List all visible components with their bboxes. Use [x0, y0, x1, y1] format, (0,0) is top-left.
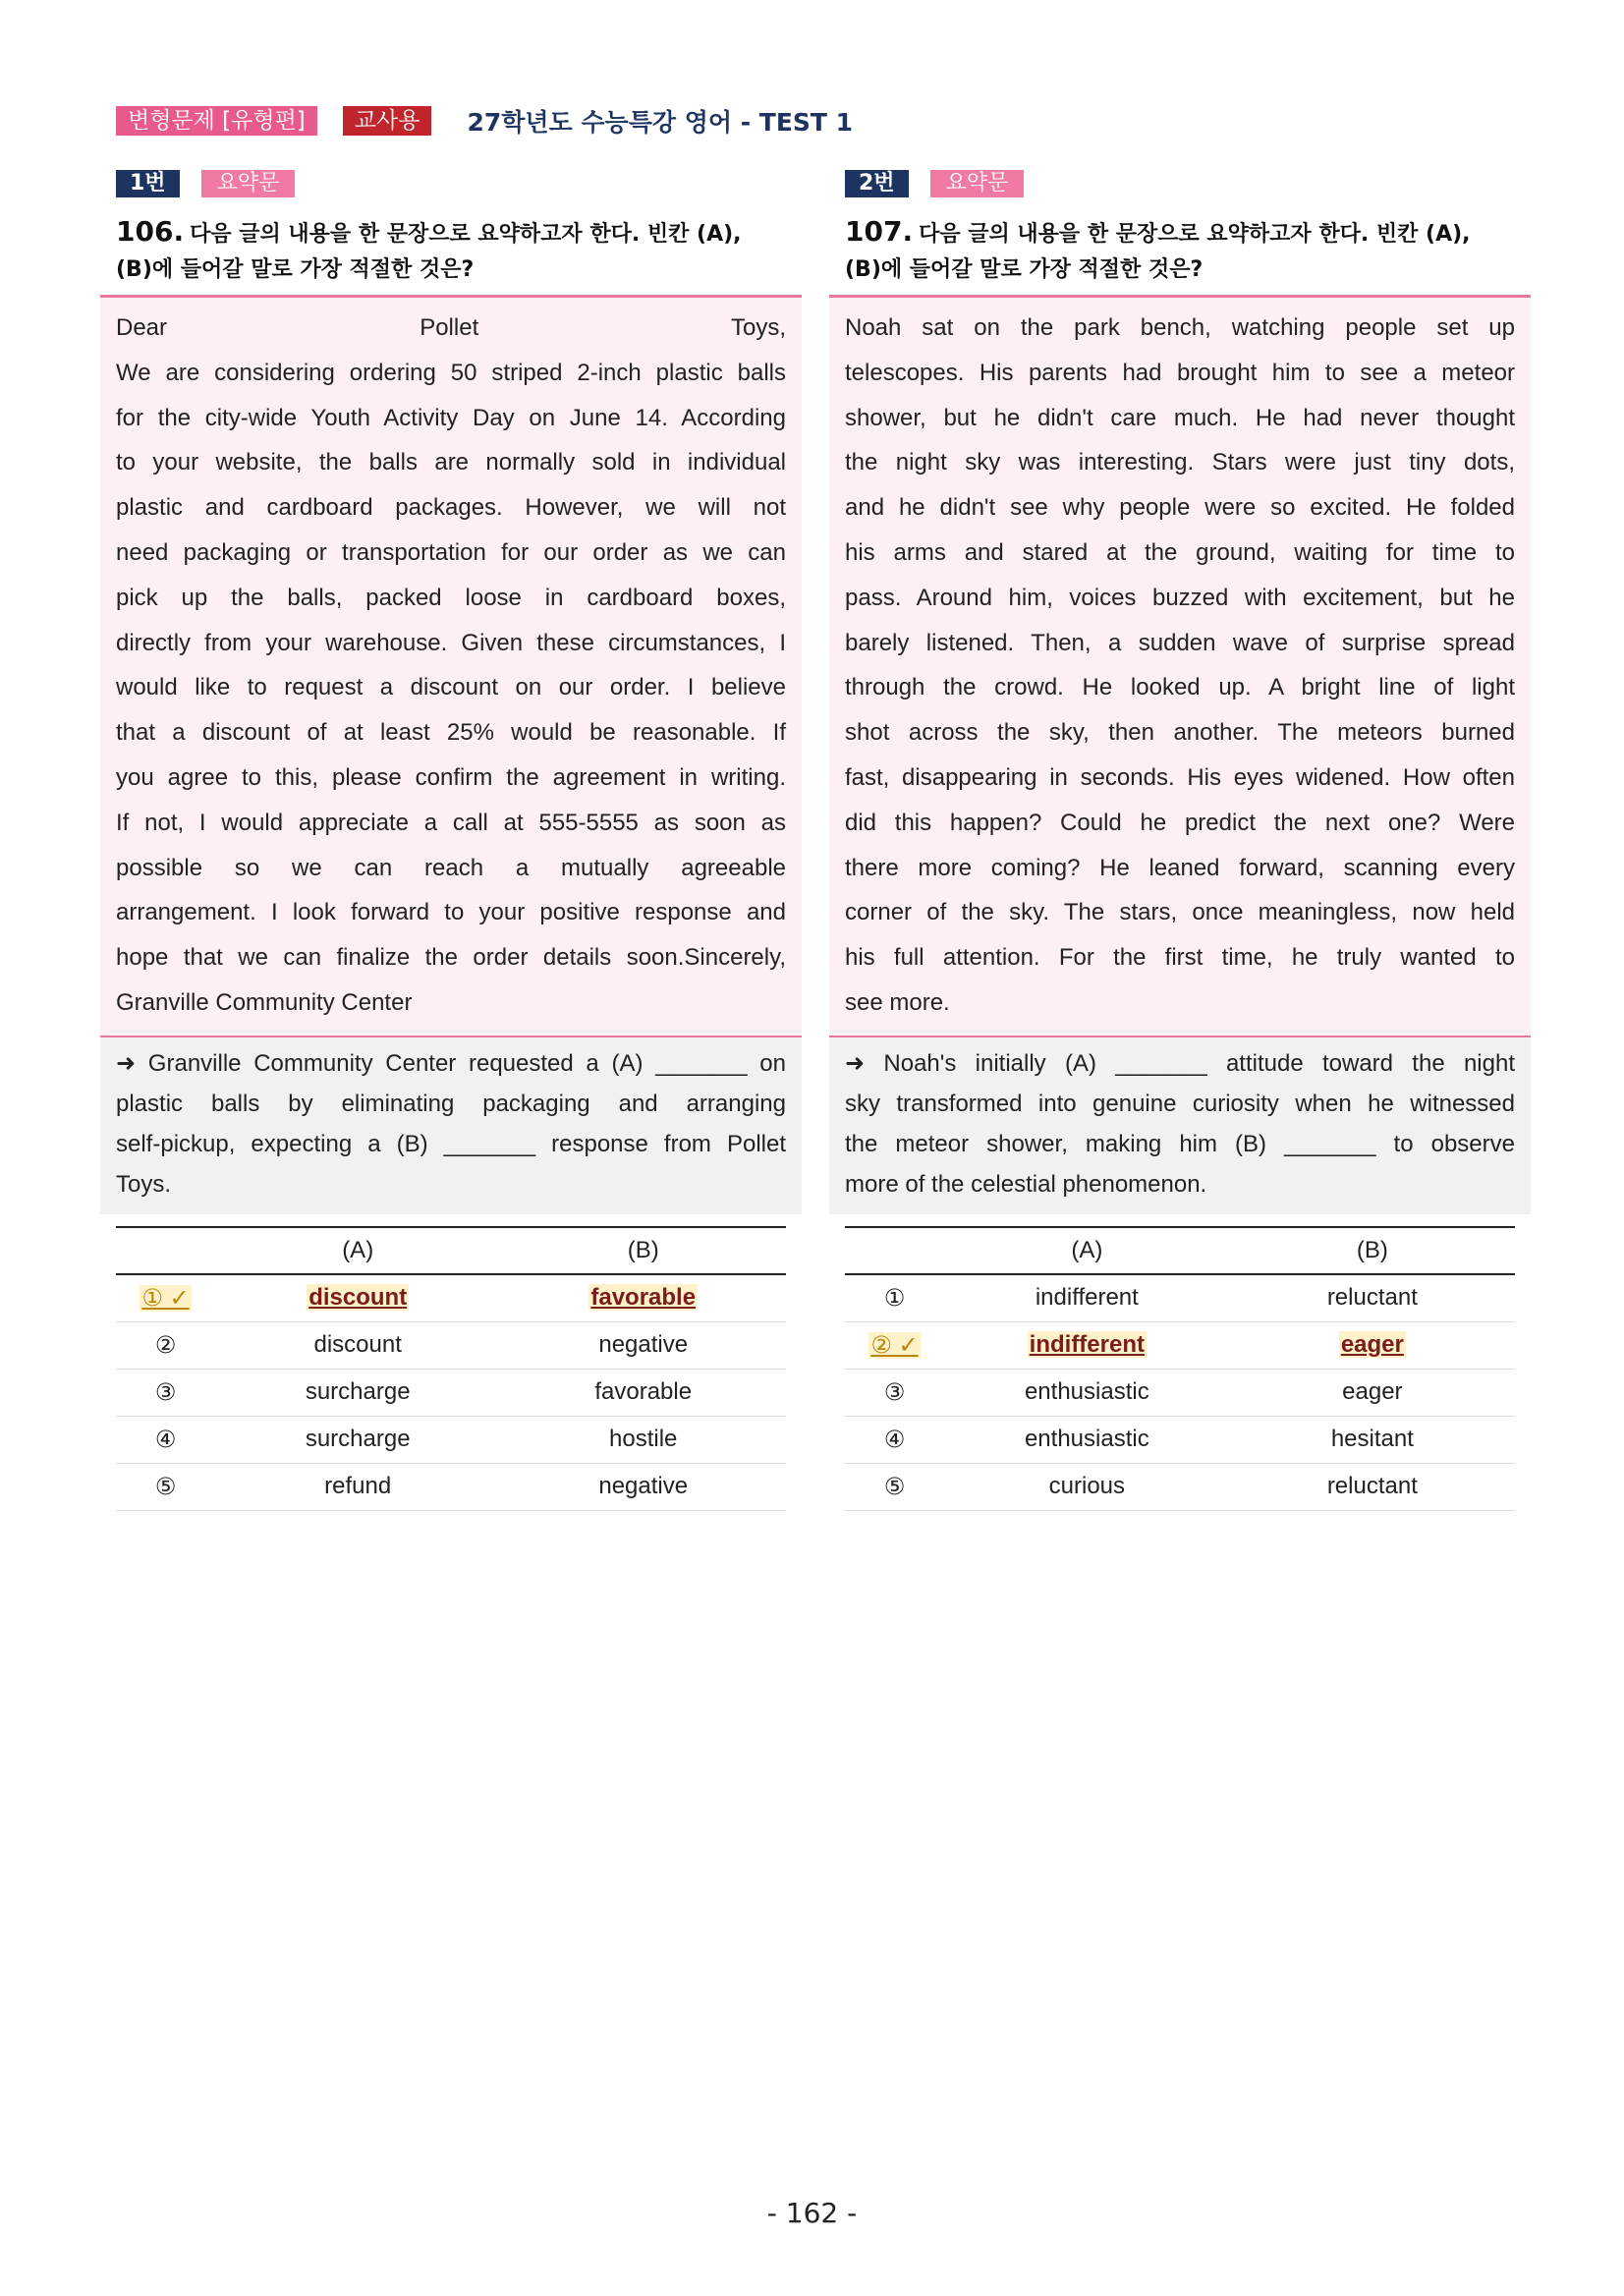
- passage-line: telescopes. His parents had brought him to see a meteor: [845, 359, 1515, 386]
- option-b-cell: [1230, 1369, 1515, 1416]
- passage-line: Granville Community Center: [116, 988, 413, 1016]
- question-type-badge: 요약문: [930, 170, 1025, 197]
- question-number-badge: 2번: [845, 170, 909, 197]
- option-b-cell: [1230, 1321, 1515, 1369]
- option-a-cell: [215, 1274, 500, 1322]
- instruction-line-1: 다음 글의 내용을 한 문장으로 요약하고자 한다. 빈칸 (A),: [190, 222, 742, 247]
- option-mark: ③: [154, 1378, 177, 1406]
- summary-box: [100, 1037, 802, 1214]
- option-number-cell: [845, 1274, 944, 1322]
- option-a-text: discount: [308, 1284, 408, 1312]
- option-row[interactable]: [116, 1463, 786, 1510]
- option-b-text: favorable: [590, 1284, 697, 1312]
- option-number-header: [116, 1227, 215, 1274]
- correct-answer-mark: ② ✓: [870, 1331, 919, 1359]
- option-mark: ②: [154, 1331, 177, 1359]
- option-a-cell: [215, 1463, 500, 1510]
- option-b-text: eager: [1342, 1378, 1403, 1406]
- option-number-cell: [116, 1416, 215, 1463]
- option-b-text: reluctant: [1326, 1284, 1418, 1312]
- option-number-cell: [116, 1463, 215, 1510]
- summary-line: Toys.: [116, 1170, 172, 1198]
- option-number-header: [845, 1227, 944, 1274]
- variant-tag: 변형문제 [유형편]: [116, 106, 317, 136]
- option-b-text: negative: [598, 1473, 689, 1500]
- option-number-cell: [116, 1274, 215, 1322]
- option-row[interactable]: [845, 1416, 1515, 1463]
- option-number-cell: [116, 1369, 215, 1416]
- option-b-cell: [500, 1321, 786, 1369]
- option-number-cell: [845, 1369, 944, 1416]
- option-a-cell: [944, 1274, 1230, 1322]
- option-b-text: negative: [598, 1331, 689, 1359]
- option-row[interactable]: [116, 1321, 786, 1369]
- passage-line: barely listened. Then, a sudden wave of surprise spread: [845, 629, 1515, 656]
- passage-line: the night sky was interesting. Stars were just tiny dots,: [845, 449, 1515, 476]
- question-instruction: [116, 214, 786, 288]
- passage-line: need packaging or transportation for our order as we can: [116, 538, 786, 566]
- passage-line: corner of the sky. The stars, once meaningless, now held: [845, 899, 1515, 926]
- passage-line: and he didn't see why people were so excited. He folded: [845, 494, 1515, 522]
- option-a-cell: [944, 1369, 1230, 1416]
- passage-line: fast, disappearing in seconds. His eyes widened. How often: [845, 763, 1515, 791]
- page-header: [116, 104, 853, 138]
- question-type-badge: 요약문: [201, 170, 296, 197]
- passage-line: see more.: [845, 988, 950, 1016]
- option-a-cell: [944, 1321, 1230, 1369]
- option-b-cell: [500, 1463, 786, 1510]
- options-header-row: [116, 1227, 786, 1274]
- option-mark: ③: [883, 1378, 906, 1406]
- instruction-line-1: 다음 글의 내용을 한 문장으로 요약하고자 한다. 빈칸 (A),: [919, 222, 1471, 247]
- option-row[interactable]: [845, 1274, 1515, 1322]
- passage-line: hope that we can finalize the order details soon.Sincerely,: [116, 944, 786, 972]
- passage-line: pick up the balls, packed loose in cardboard boxes,: [116, 584, 786, 611]
- option-number-cell: [845, 1416, 944, 1463]
- passage-line: If not, I would appreciate a call at 555-5555 as soon as: [116, 809, 786, 836]
- option-b-cell: [1230, 1274, 1515, 1322]
- option-b-text: hesitant: [1330, 1426, 1414, 1453]
- header-title: 27학년도 수능특강 영어 - TEST 1: [467, 108, 854, 137]
- option-b-text: hostile: [609, 1426, 678, 1453]
- passage-line: would like to request a discount on our order. I believe: [116, 674, 786, 701]
- passage-line: for the city-wide Youth Activity Day on June 14. According: [116, 404, 786, 431]
- column-a-header: (A): [944, 1227, 1230, 1274]
- option-a-text: indifferent: [1029, 1331, 1145, 1359]
- option-number-cell: [116, 1321, 215, 1369]
- option-a-text: refund: [324, 1473, 392, 1500]
- column-b-header: (B): [1230, 1227, 1515, 1274]
- option-a-text: enthusiastic: [1024, 1426, 1149, 1453]
- passage-line: pass. Around him, voices buzzed with excitement, but he: [845, 584, 1515, 611]
- option-b-cell: [500, 1274, 786, 1322]
- option-row[interactable]: [116, 1274, 786, 1322]
- question-column-2: [845, 169, 1515, 1500]
- correct-answer-mark: ① ✓: [141, 1284, 190, 1312]
- answer-options-table: [116, 1226, 786, 1511]
- summary-box: [829, 1037, 1531, 1214]
- question-number-badge: 1번: [116, 170, 180, 197]
- option-number-cell: [845, 1463, 944, 1510]
- teacher-tag: 교사용: [343, 106, 432, 136]
- passage-line: to your website, the balls are normally sold in individual: [116, 449, 786, 476]
- passage-line: arrangement. I look forward to your positive response and: [116, 899, 786, 926]
- option-a-text: discount: [313, 1331, 402, 1359]
- option-b-text: favorable: [594, 1378, 693, 1406]
- passage-line: his arms and stared at the ground, waiting for time to: [845, 538, 1515, 566]
- passage-line: We are considering ordering 50 striped 2-inch plastic balls: [116, 359, 786, 386]
- passage-line: shot across the sky, then another. The meteors burned: [845, 719, 1515, 747]
- answer-options-table: [845, 1226, 1515, 1511]
- option-mark: ⑤: [883, 1473, 906, 1500]
- option-row[interactable]: [845, 1463, 1515, 1510]
- options-header-row: [845, 1227, 1515, 1274]
- summary-line: ➜ Noah's initially (A) _______ attitude toward the night: [845, 1049, 1515, 1077]
- question-column-1: [116, 169, 786, 1500]
- passage-box: [100, 295, 802, 1037]
- passage-line: did this happen? Could he predict the next one? Were: [845, 809, 1515, 836]
- question-header: [116, 169, 786, 198]
- passage-line: you agree to this, please confirm the agreement in writing.: [116, 763, 786, 791]
- option-mark: ④: [883, 1426, 906, 1453]
- option-b-cell: [500, 1416, 786, 1463]
- passage-line: through the crowd. He looked up. A bright line of light: [845, 674, 1515, 701]
- option-a-text: enthusiastic: [1024, 1378, 1149, 1406]
- passage-line: Noah sat on the park bench, watching people set up: [845, 314, 1515, 341]
- question-number: 107.: [845, 215, 914, 248]
- option-row[interactable]: [116, 1369, 786, 1416]
- option-mark: ①: [883, 1284, 906, 1312]
- option-a-text: surcharge: [305, 1426, 411, 1453]
- option-a-cell: [215, 1416, 500, 1463]
- option-b-text: reluctant: [1326, 1473, 1418, 1500]
- instruction-line-2: (B)에 들어갈 말로 가장 적절한 것은?: [845, 257, 1204, 282]
- option-number-cell: [845, 1321, 944, 1369]
- question-header: [845, 169, 1515, 198]
- passage-line: directly from your warehouse. Given these circumstances, I: [116, 629, 786, 656]
- page-number: - 162 -: [766, 2197, 858, 2229]
- summary-line: sky transformed into genuine curiosity when he witnessed: [845, 1090, 1515, 1117]
- summary-line: the meteor shower, making him (B) _______ to observe: [845, 1130, 1515, 1157]
- passage-box: [829, 295, 1531, 1037]
- option-b-text: eager: [1340, 1331, 1404, 1359]
- option-a-cell: [944, 1416, 1230, 1463]
- passage-line: Dear Pollet Toys,: [116, 314, 786, 341]
- question-number: 106.: [116, 215, 185, 248]
- question-instruction: [845, 214, 1515, 288]
- summary-line: plastic balls by eliminating packaging and arranging: [116, 1090, 786, 1117]
- option-mark: ⑤: [154, 1473, 177, 1500]
- summary-line: more of the celestial phenomenon.: [845, 1170, 1207, 1198]
- instruction-line-2: (B)에 들어갈 말로 가장 적절한 것은?: [116, 257, 475, 282]
- column-a-header: (A): [215, 1227, 500, 1274]
- passage-line: possible so we can reach a mutually agreeable: [116, 854, 786, 881]
- option-mark: ④: [154, 1426, 177, 1453]
- passage-line: there more coming? He leaned forward, scanning every: [845, 854, 1515, 881]
- passage-line: plastic and cardboard packages. However, we will not: [116, 494, 786, 522]
- option-a-cell: [215, 1321, 500, 1369]
- summary-line: ➜ Granville Community Center requested a (A) _______ on: [116, 1049, 786, 1077]
- option-a-text: surcharge: [305, 1378, 411, 1406]
- passage-line: that a discount of at least 25% would be reasonable. If: [116, 719, 786, 747]
- option-row[interactable]: [845, 1369, 1515, 1416]
- passage-line: his full attention. For the first time, he truly wanted to: [845, 944, 1515, 972]
- option-row[interactable]: [845, 1321, 1515, 1369]
- option-a-text: indifferent: [1035, 1284, 1139, 1312]
- option-row[interactable]: [116, 1416, 786, 1463]
- passage-line: shower, but he didn't care much. He had never thought: [845, 404, 1515, 431]
- option-b-cell: [1230, 1463, 1515, 1510]
- option-b-cell: [500, 1369, 786, 1416]
- summary-line: self-pickup, expecting a (B) _______ response from Pollet: [116, 1130, 786, 1157]
- option-a-text: curious: [1048, 1473, 1126, 1500]
- option-a-cell: [944, 1463, 1230, 1510]
- option-a-cell: [215, 1369, 500, 1416]
- option-b-cell: [1230, 1416, 1515, 1463]
- column-b-header: (B): [500, 1227, 786, 1274]
